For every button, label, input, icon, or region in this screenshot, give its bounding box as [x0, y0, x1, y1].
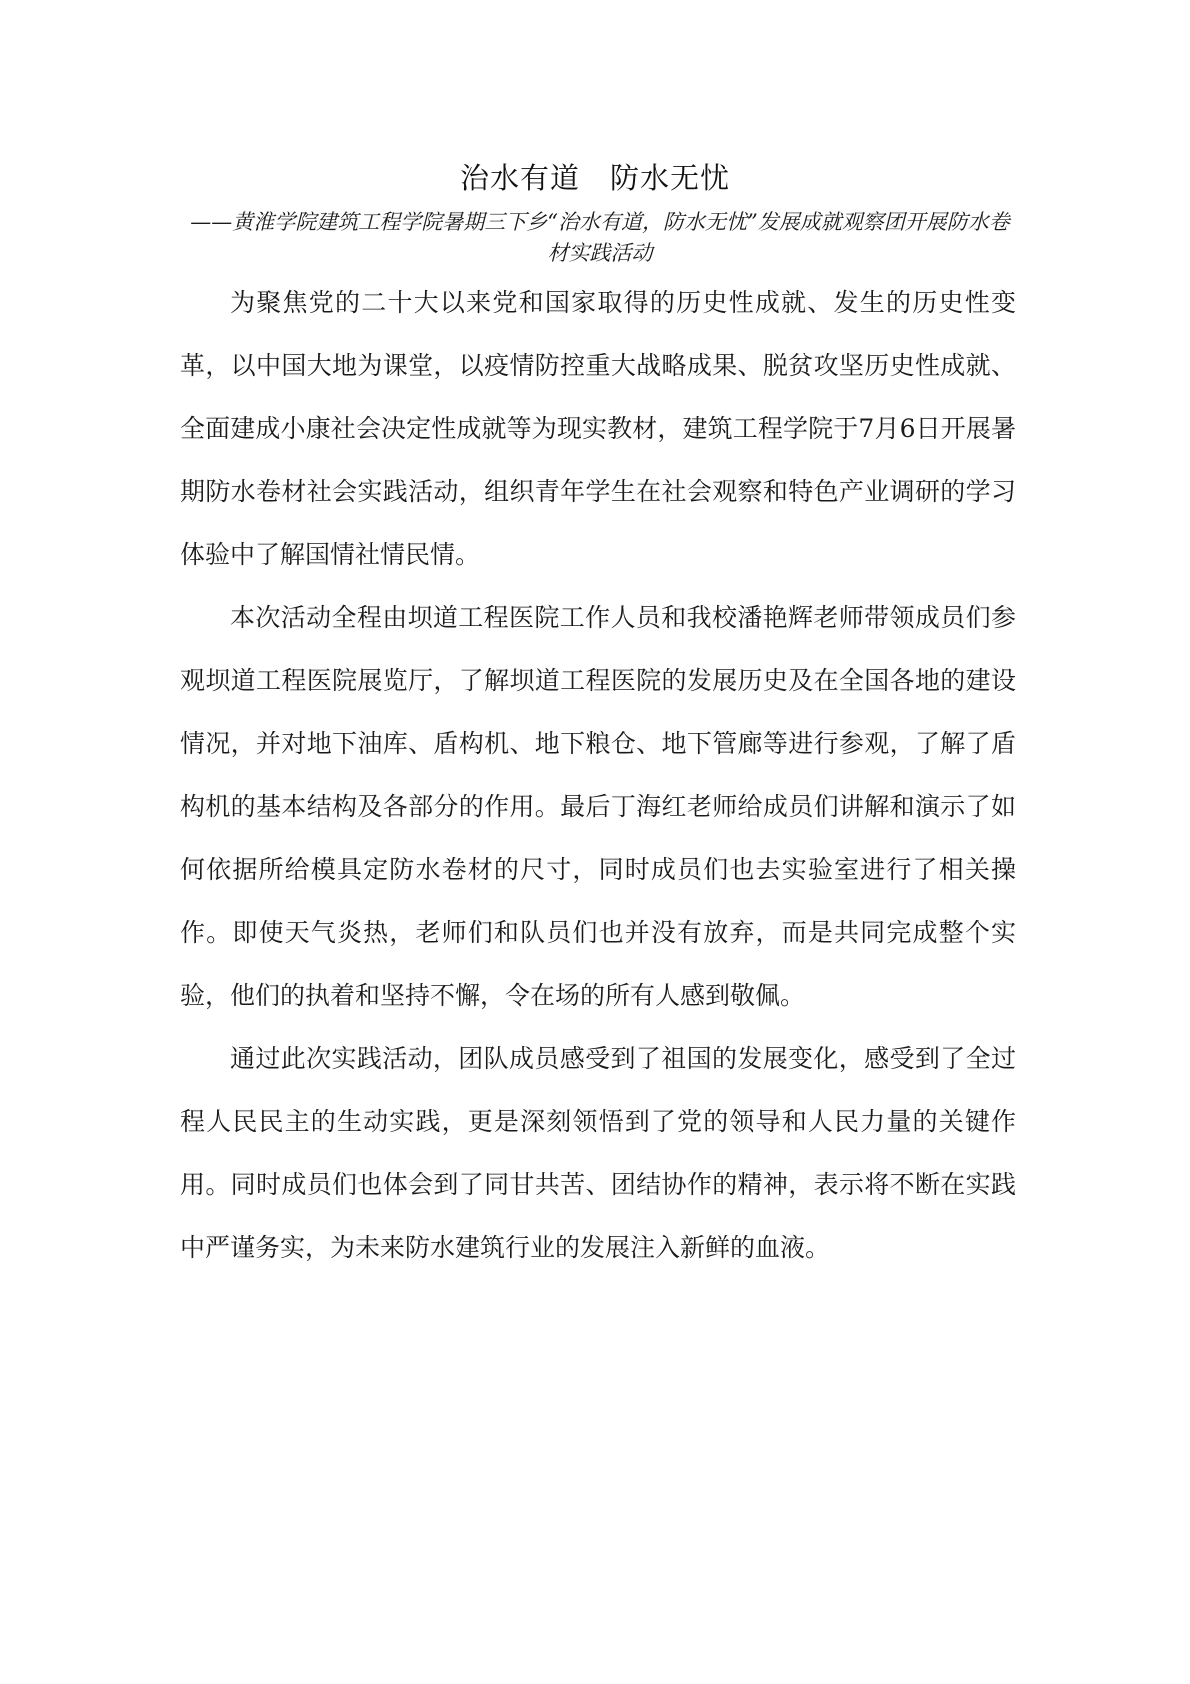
- page-title: 治水有道 防水无忧: [459, 161, 730, 195]
- paragraph: 本次活动全程由坝道工程医院工作人员和我校潘艳辉老师带领成员们参观坝道工程医院展览厅，了解坝道工程医院的发展历史及在全国各地的建设情况，并对地下油库、盾构机、地下粮仓、地下管廊等进行参观，了解了盾构机的基本结构及各部分的作用。最后丁海红老师给成员们讲解和演示了如何依据所给模具定防水卷材的尺寸，同时成员们也去实验室进行了相关操作。即使天气炎热，老师们和队员们也并没有放弃，而是共同完成整个实验，他们的执着和坚持不懈，令在场的所有人感到敬佩。: [180, 603, 1016, 1010]
- article-body: [180, 271, 1016, 1279]
- paragraph: 为聚焦党的二十大以来党和国家取得的历史性成就、发生的历史性变革，以中国大地为课堂，以疫情防控重大战略成果、脱贫攻坚历史性成就、全面建成小康社会决定性成就等为现实教材，建筑工程学院于7月6日开展暑期防水卷材社会实践活动，组织青年学生在社会观察和特色产业调研的学习体验中了解国情社情民情。: [180, 288, 1016, 569]
- page-subtitle: ——黄淮学院建筑工程学院暑期三下乡“治水有道，防水无忧”发展成就观察团开展防水卷材实践活动: [190, 210, 1010, 265]
- paragraph: 通过此次实践活动，团队成员感受到了祖国的发展变化，感受到了全过程人民民主的生动实践，更是深刻领悟到了党的领导和人民力量的关键作用。同时成员们也体会到了同甘共苦、团结协作的精神，表示将不断在实践中严谨务实，为未来防水建筑行业的发展注入新鲜的血液。: [180, 1044, 1016, 1262]
